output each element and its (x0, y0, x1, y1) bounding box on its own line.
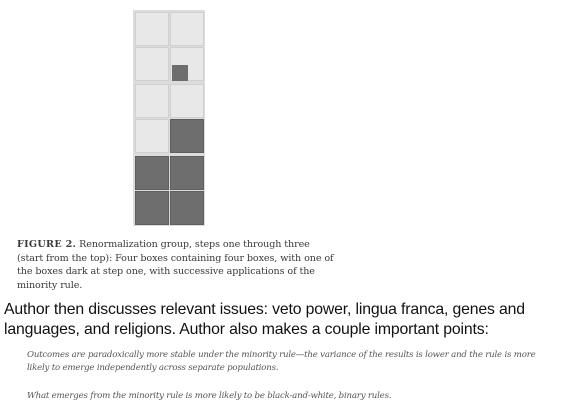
renormalization-figure (133, 10, 205, 226)
body-paragraph: Author then discusses relevant issues: veto power, lingua franca, genes and languages, and religions. Author also makes a couple important points: (4, 301, 525, 338)
figure-cell (135, 119, 169, 153)
figure-caption (17, 238, 337, 292)
figure-step-two (133, 82, 205, 154)
figure-dark-cell (170, 119, 204, 153)
figure-label: FIGURE 2. (17, 239, 77, 250)
figure-cell (135, 84, 169, 118)
figure-cell (135, 47, 169, 81)
figure-caption-text: Renormalization group, steps one through three (start from the top): Four boxes containing four boxes, with one of the boxes dark at step one, with successive applications of the minority rule. (17, 239, 334, 291)
figure-step-one (133, 10, 205, 82)
figure-dark-subcell (172, 65, 188, 81)
figure-step-three (133, 154, 205, 226)
figure-dark-cell (170, 191, 204, 225)
quote-paragraph: Outcomes are paradoxically more stable under the minority rule—the variance of the results is lower and the rule is more likely to emerge independently across separate populations. (27, 350, 536, 373)
figure-dark-cell (135, 156, 169, 190)
quote-paragraph: What emerges from the minority rule is more likely to be black-and-white, binary rules. (27, 391, 392, 401)
figure-dark-cell (170, 156, 204, 190)
figure-cell (170, 84, 204, 118)
figure-cell (135, 12, 169, 46)
figure-cell (170, 12, 204, 46)
figure-cell (170, 47, 204, 81)
figure-dark-cell (135, 191, 169, 225)
